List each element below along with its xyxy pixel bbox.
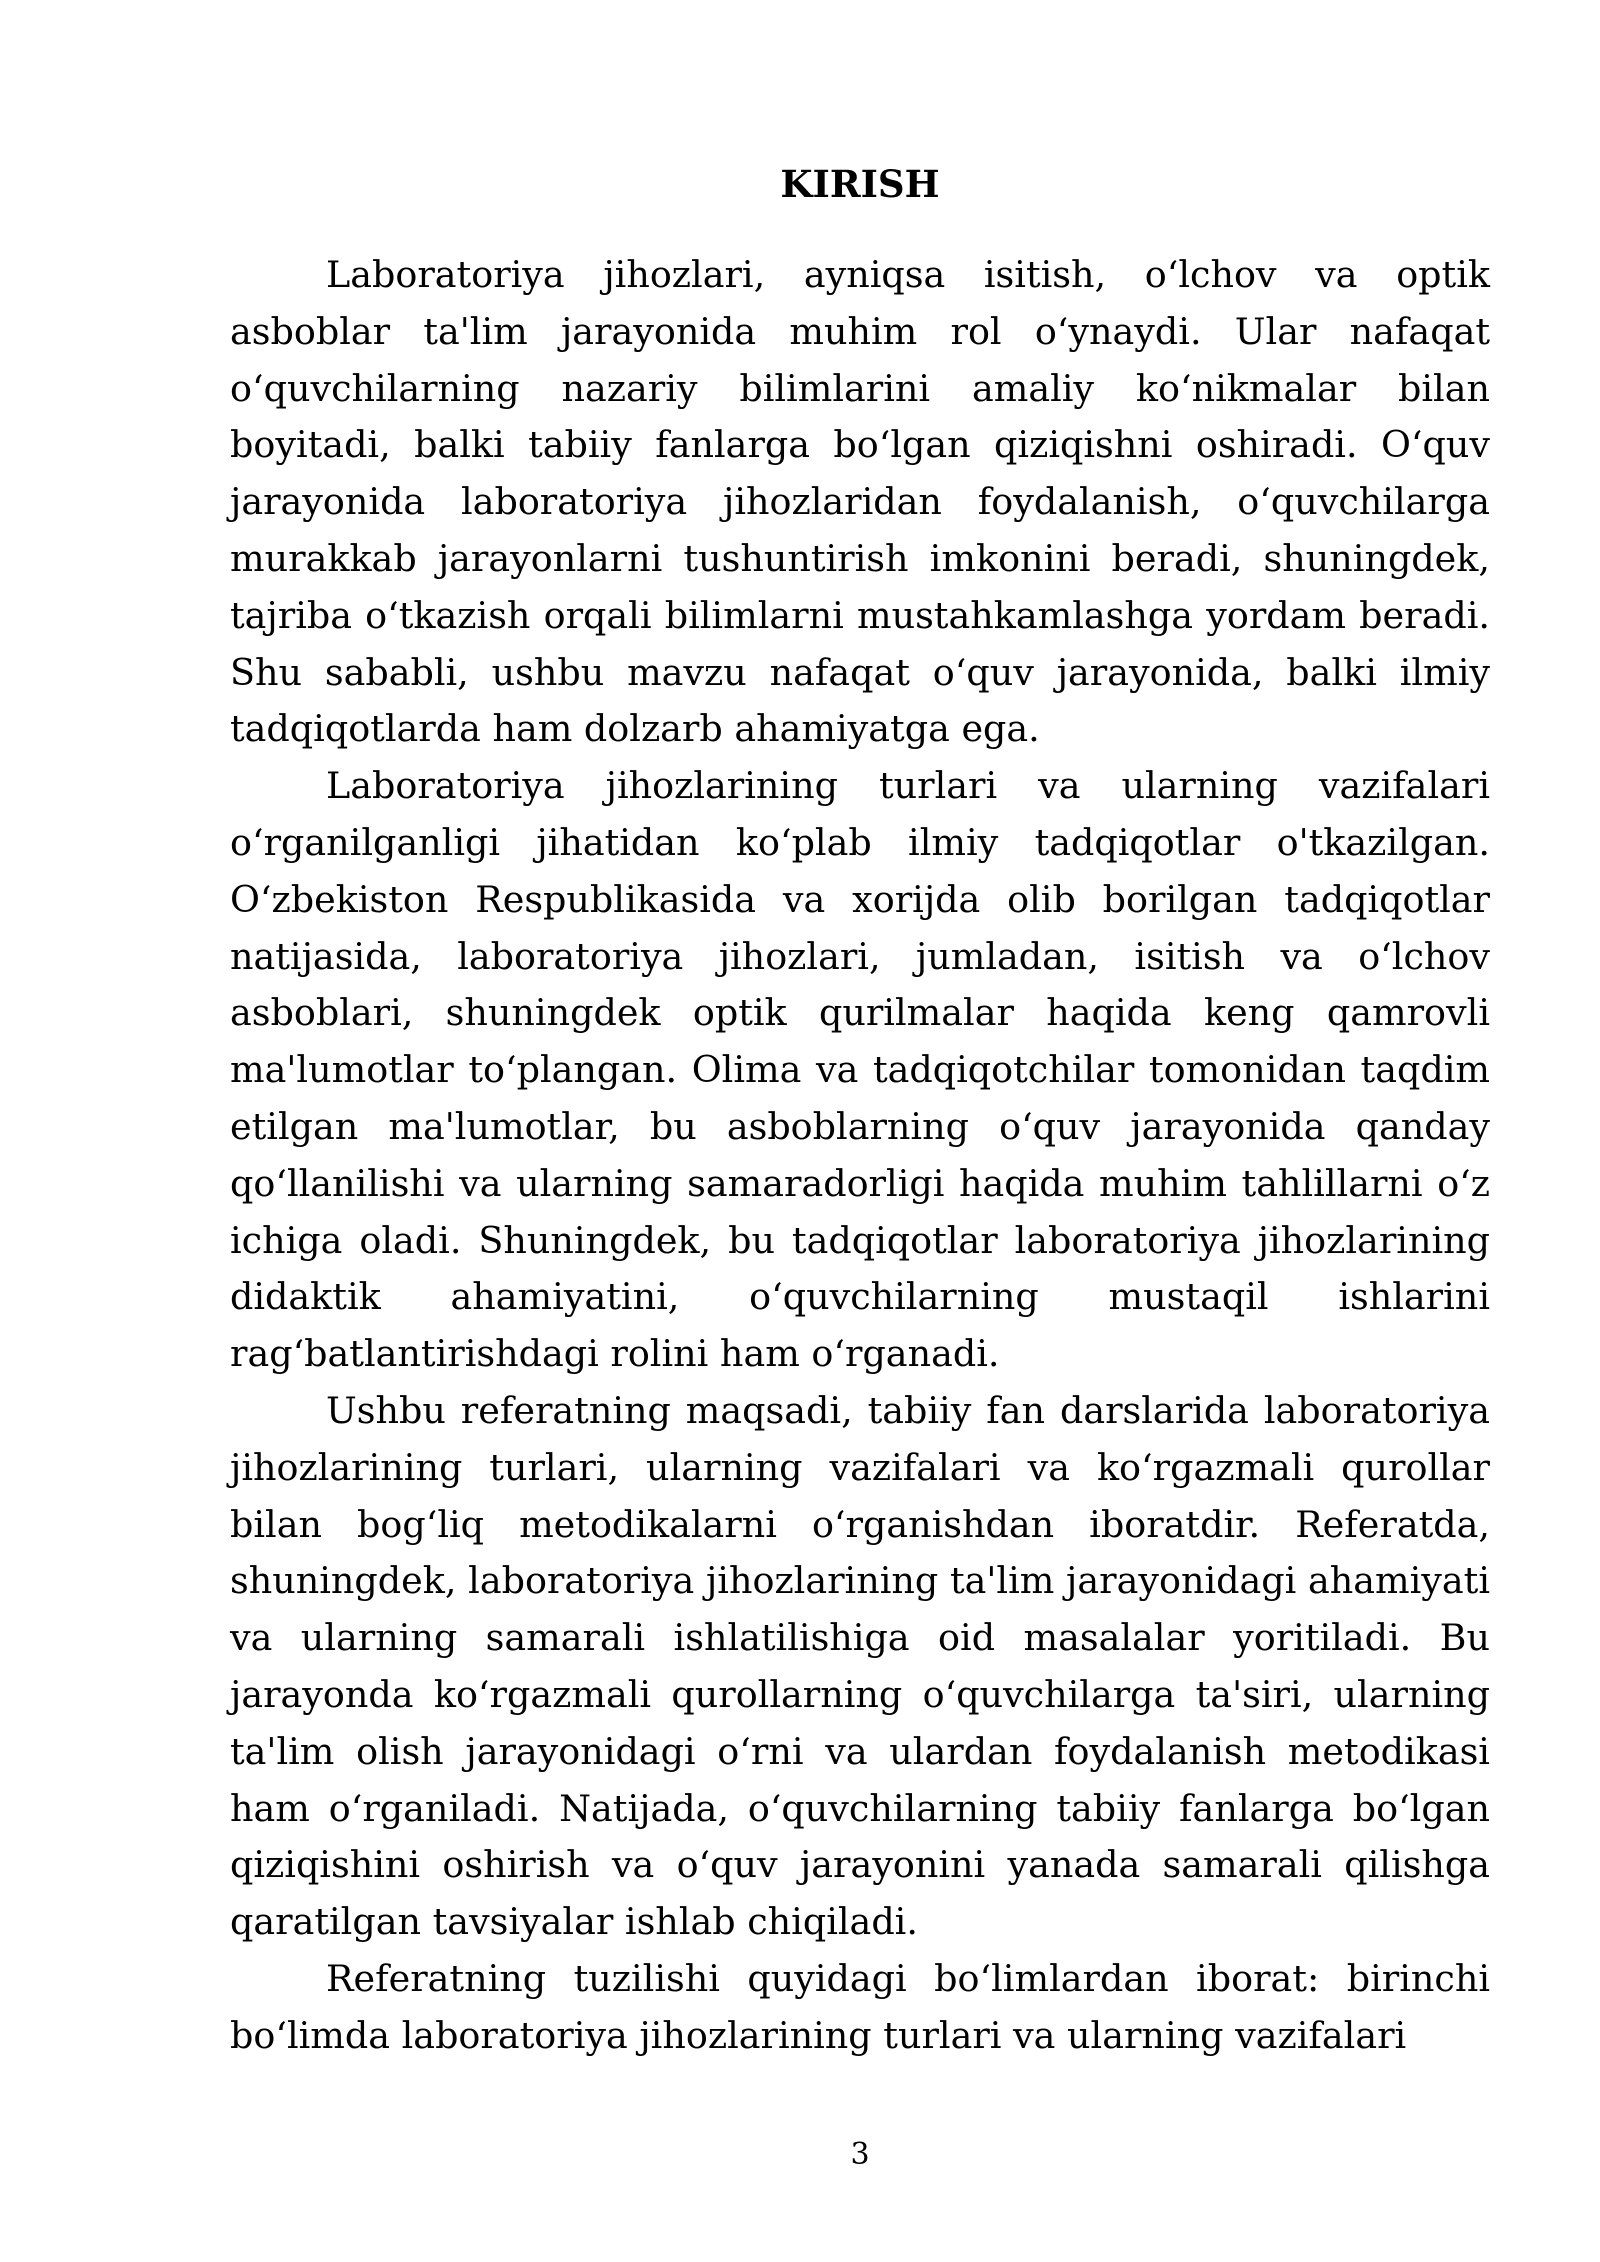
paragraph-4: Referatning tuzilishi quyidagi bo‘limlardan iborat: birinchi bo‘limda laboratoriya jihozlarining turlari va ularning vazifalari	[230, 1956, 1490, 2057]
paragraph-2: Laboratoriya jihozlarining turlari va ularning vazifalari o‘rganilganligi jihatidan ko‘plab ilmiy tadqiqotlar o'tkazilgan. O‘zbekiston Respublikasida va xorijda olib borilgan tadqiqotlar natijasida, laboratoriya jihozlari, jumladan, isitish va o‘lchov asboblari, shuningdek optik qurilmalar haqida keng qamrovli ma'lumotlar to‘plangan. Olima va tadqiqotchilar tomonidan taqdim etilgan ma'lumotlar, bu asboblarning o‘quv jarayonida qanday qo‘llanilishi va ularning samaradorligi haqida muhim tahlillarni o‘z ichiga oladi. Shuningdek, bu tadqiqotlar laboratoriya jihozlarining didaktik ahamiyatini, o‘quvchilarning mustaqil ishlarini rag‘batlantirishdagi rolini ham o‘rganadi.	[230, 764, 1490, 1376]
paragraph-3: Ushbu referatning maqsadi, tabiiy fan darslarida laboratoriya jihozlarining turlari, ularning vazifalari va ko‘rgazmali qurollar bilan bog‘liq metodikalarni o‘rganishdan iboratdir. Referatda, shuningdek, laboratoriya jihozlarining ta'lim jarayonidagi ahamiyati va ularning samarali ishlatilishiga oid masalalar yoritiladi. Bu jarayonda ko‘rgazmali qurollarning o‘quvchilarga ta'siri, ularning ta'lim olish jarayonidagi o‘rni va ulardan foydalanish metodikasi ham o‘rganiladi. Natijada, o‘quvchilarning tabiiy fanlarga bo‘lgan qiziqishini oshirish va o‘quv jarayonini yanada samarali qilishga qaratilgan tavsiyalar ishlab chiqiladi.	[230, 1388, 1490, 1944]
body-text	[230, 247, 1490, 2065]
page-number: 3	[850, 2137, 870, 2172]
page-title: KIRISH	[780, 162, 940, 206]
paragraph-1: Laboratoriya jihozlari, ayniqsa isitish, o‘lchov va optik asboblar ta'lim jarayonida muhim rol o‘ynaydi. Ular nafaqat o‘quvchilarning nazariy bilimlarini amaliy ko‘nikmalar bilan boyitadi, balki tabiiy fanlarga bo‘lgan qiziqishni oshiradi. O‘quv jarayonida laboratoriya jihozlaridan foydalanish, o‘quvchilarga murakkab jarayonlarni tushuntirish imkonini beradi, shuningdek, tajriba o‘tkazish orqali bilimlarni mustahkamlashga yordam beradi. Shu sababli, ushbu mavzu nafaqat o‘quv jarayonida, balki ilmiy tadqiqotlarda ham dolzarb ahamiyatga ega.	[230, 253, 1490, 751]
